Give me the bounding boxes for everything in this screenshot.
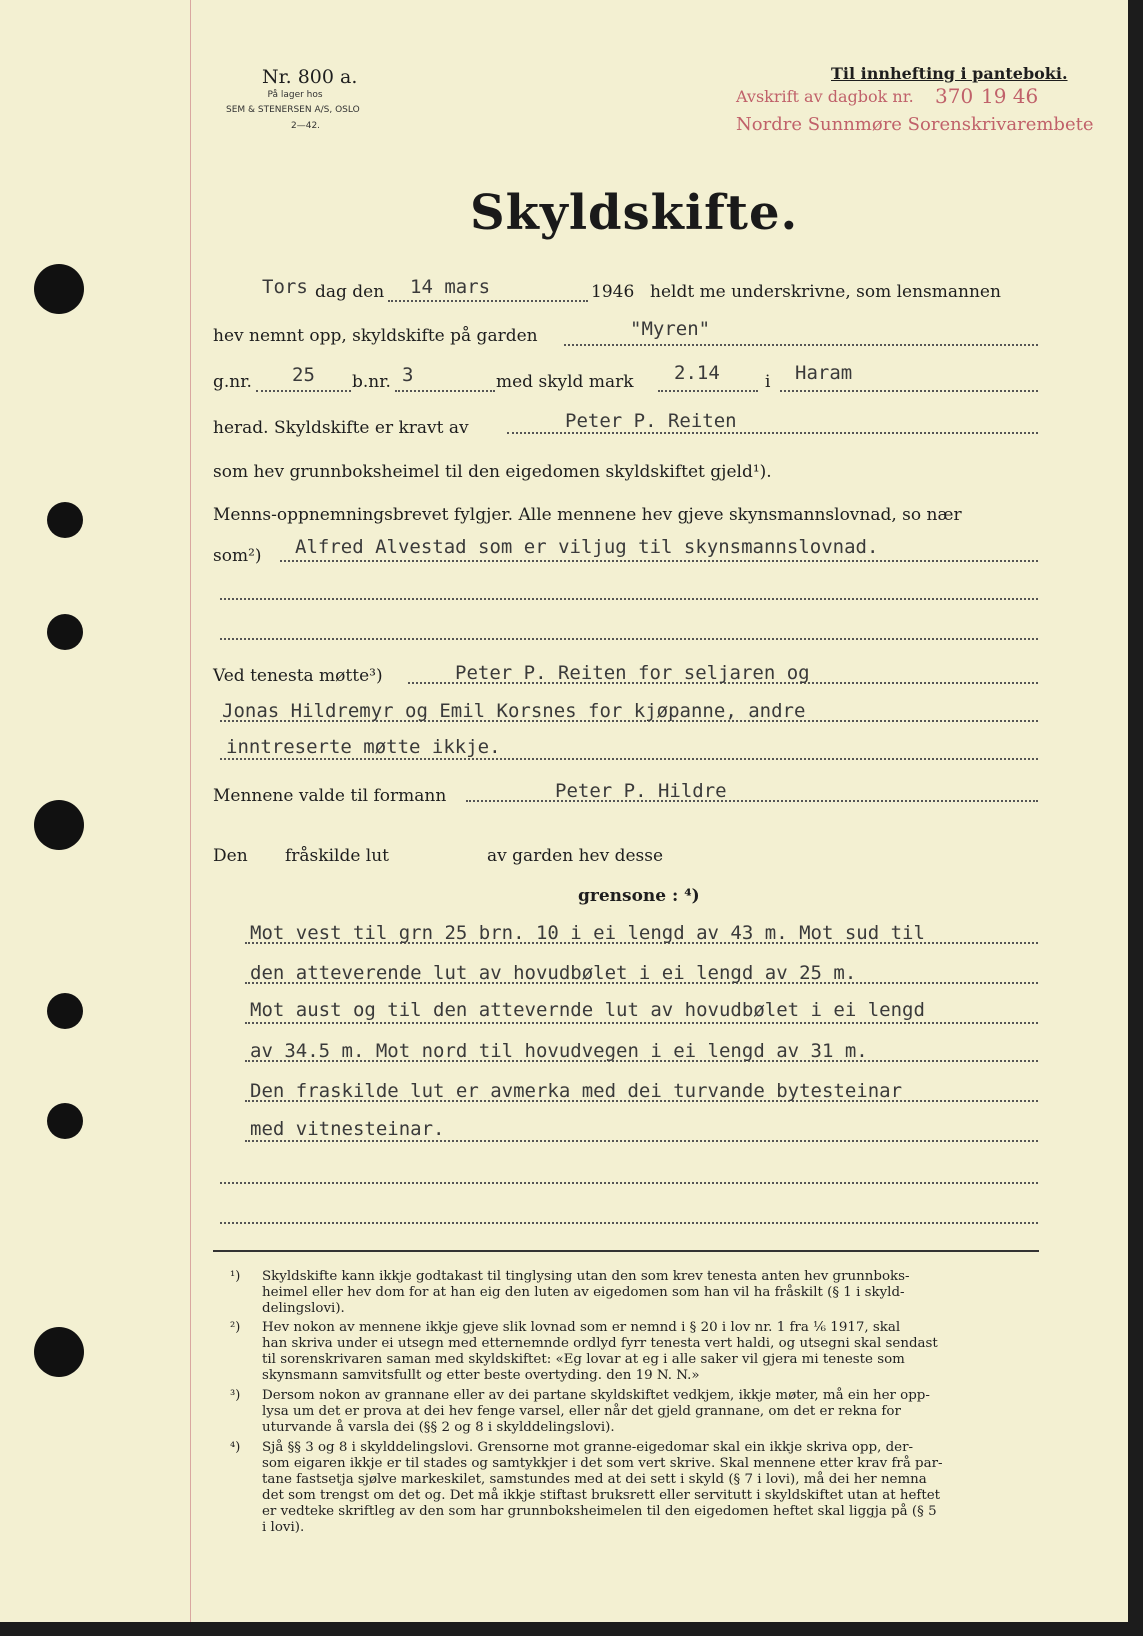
footnote-line: tane fastsetja sjølve markeskilet, samstundes med at dei sett i skyld (§ 7 i lovi), må dei her nemna [262,1472,927,1487]
fill-line [220,1222,1038,1224]
document-title: Skyldskifte. [470,185,799,241]
footnote-line: er vedteke skriftleg av den som har grunnboksheimelen til den eigedomen heftet skal liggja på (§ 5 [262,1504,937,1519]
fill-line [220,598,1038,600]
footnote-2 [262,1320,1042,1384]
requester-name: Peter P. Reiten [565,410,737,432]
boundary-line-1: Mot vest til grn 25 brn. 10 i ei lengd av 43 m. Mot sud til [250,922,925,944]
line1-text: heldt me underskrivne, som lensmannen [650,282,1001,302]
herad-value: Haram [795,362,853,384]
footnote-4-number: ⁴) [230,1440,241,1455]
skynsmann-note: Alfred Alvestad som er viljug til skynsmannslovnad. [295,536,879,558]
fill-line [256,390,351,392]
footnote-line: skynsmann samvitsfullt og etter beste overtyding. den 19 N. N.» [262,1368,700,1383]
footnote-line: uturvande å varsla dei (§§ 2 og 8 i skylddelingslovi). [262,1420,615,1435]
skyld-label: med skyld mark [496,372,634,392]
binding-note: Til innhefting i panteboki. [831,64,1068,83]
form-number: Nr. 800 a. [262,66,358,88]
punch-hole [34,800,84,850]
line4-text: herad. Skyldskifte er kravt av [213,418,469,438]
punch-hole [47,614,83,650]
fill-line [245,1140,1038,1142]
footnote-line: Sjå §§ 3 og 8 i skylddelingslovi. Grensorne mot granne-eigedomar skal ein ikkje skriva opp, der- [262,1440,914,1455]
line2-text: hev nemnt opp, skyldskifte på garden [213,326,538,346]
boundary-line-2: den atteverende lut av hovudbølet i ei lengd av 25 m. [250,962,857,984]
fill-line [466,800,1038,802]
line6-text: Menns-oppnemningsbrevet fylgjer. Alle mennene hev gjeve skynsmannslovnad, so nær [213,505,962,525]
bnr-label: b.nr. [352,372,391,392]
i-label: i [765,372,771,392]
som-label: som²) [213,546,262,566]
garden-label: av garden hev desse [487,846,664,866]
footnote-3 [262,1388,1042,1436]
footnote-line: han skriva under ei utsegn med etternemnde ordlyd fyrr tenesta vert haldi, og utsegni skal sendast [262,1336,938,1351]
punch-hole [47,1103,83,1139]
footnote-line: i lovi). [262,1520,305,1535]
fill-line [658,390,758,392]
footnote-line: som eigaren ikkje er til stades og samtykkjer i det som vert skrive. Skal mennene etter krav frå par- [262,1456,943,1471]
stamp-year: 19 46 [981,84,1039,108]
footnote-line: til sorenskrivaren saman med skyldskiftet: «Eg lovar at eg i alle saker vil gjera mi teneste som [262,1352,905,1367]
punch-hole [34,1327,84,1377]
boundary-line-3: Mot aust og til den attevernde lut av hovudbølet i ei lengd [250,999,925,1021]
den-label: Den [213,846,248,866]
footnote-line: heimel eller hev dom for at han eig den luten av eigedomen som han vil ha fråskilt (§ 1 i skyld- [262,1285,905,1300]
publisher-line-1: På lager hos [267,90,323,100]
boundary-line-5: Den fraskilde lut er avmerka med dei turvande bytesteinar [250,1080,903,1102]
fill-line [220,1182,1038,1184]
date-value: 14 mars [410,276,491,298]
year-value: 1946 [591,282,635,302]
footnote-line: lysa um det er prova at dei hev fenge varsel, eller når det gjeld grannane, om det er rekna for [262,1404,901,1419]
footnote-line: Skyldskifte kann ikkje godtakast til tinglysing utan den som krev tenesta anten hev grunnboks- [262,1269,910,1284]
line5-text: som hev grunnboksheimel til den eigedomen skyldskiftet gjeld¹). [213,462,772,482]
attendance-label: Ved tenesta møtte³) [213,666,383,686]
dag-den-label: dag den [315,282,385,302]
boundary-line-6: med vitnesteinar. [250,1118,445,1140]
fill-line [245,1022,1038,1024]
fraskilde-label: fråskilde lut [285,846,390,866]
punch-hole [34,264,84,314]
footnote-line: Dersom nokon av grannane eller av dei partane skyldskiftet vedkjem, ikkje møter, må ein her opp- [262,1388,930,1403]
gnr-label: g.nr. [213,372,252,392]
footnote-1 [262,1269,1042,1317]
farm-name: "Myren" [630,318,711,340]
grensone-label: grensone : ⁴) [578,886,700,906]
attendance-line-2: Jonas Hildremyr og Emil Korsnes for kjøpanne, andre [222,700,806,722]
publisher-line-3: 2—42. [291,121,321,131]
footnote-line: det som trengst om det og. Det må ikkje stiftast bruksrett eller servitutt i skyldskiftet utan at heftet [262,1488,941,1503]
formann-name: Peter P. Hildre [555,780,727,802]
footnote-2-number: ²) [230,1320,241,1335]
fill-line [220,638,1038,640]
footnote-3-number: ³) [230,1388,241,1403]
footnote-line: delingslovi). [262,1301,345,1316]
fill-line [564,344,1038,346]
red-margin-line [190,0,191,1622]
stamp-diary-number: 370 [935,84,974,108]
stamp-office: Nordre Sunnmøre Sorenskrivarembete [736,114,1094,135]
bnr-value: 3 [402,364,414,386]
formann-label: Mennene valde til formann [213,786,447,806]
footnote-rule [213,1250,1039,1252]
fill-line [220,758,1038,760]
footnote-4 [262,1440,1042,1536]
boundary-line-4: av 34.5 m. Mot nord til hovudvegen i ei lengd av 31 m. [250,1040,868,1062]
fill-line [388,300,588,302]
footnote-1-number: ¹) [230,1269,241,1284]
punch-hole [47,993,83,1029]
fill-line [507,432,1038,434]
footnote-line: Hev nokon av mennene ikkje gjeve slik lovnad som er nemnd i § 20 i lov nr. 1 fra ⅙ 1917, skal [262,1320,901,1335]
punch-hole [47,502,83,538]
weekday-value: Tors [262,276,308,298]
gnr-value: 25 [292,364,315,386]
skyld-value: 2.14 [674,362,720,384]
publisher-line-2: SEM & STENERSEN A/S, OSLO [226,105,360,115]
attendance-line-3: inntreserte møtte ikkje. [226,736,501,758]
fill-line [395,390,495,392]
fill-line [780,390,1038,392]
stamp-diary-label: Avskrift av dagbok nr. [736,87,914,106]
fill-line [280,560,1038,562]
attendance-line-1: Peter P. Reiten for seljaren og [455,662,810,684]
